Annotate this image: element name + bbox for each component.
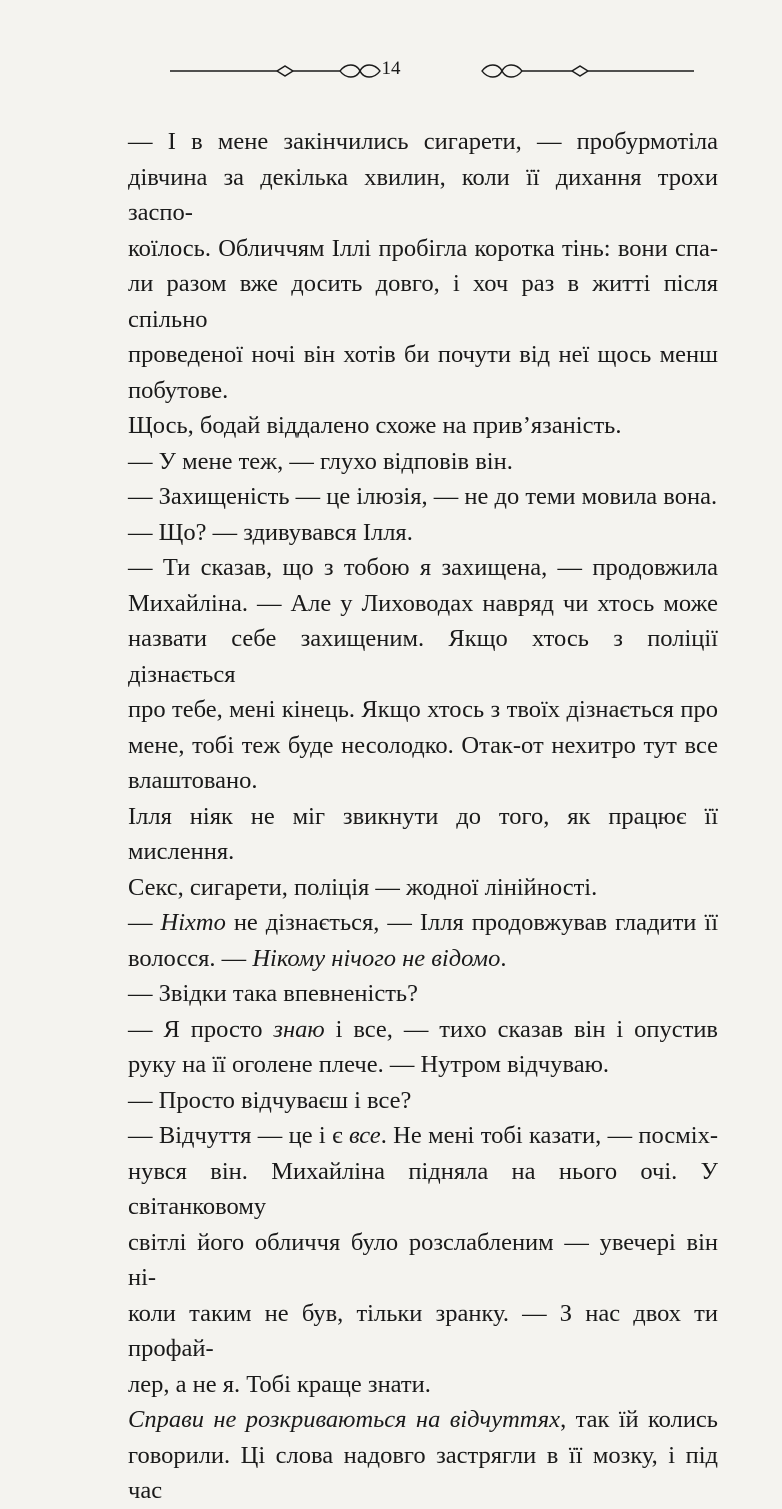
text-line: лер, а не я. Тобі краще знати.: [128, 1370, 431, 1398]
text-line: нувся він. Михайліна підняла на нього очі. У світанковому: [128, 1157, 718, 1220]
text-line: руку на її оголене плече. — Нутром відчуваю.: [128, 1051, 610, 1078]
text-span: волосся. —: [128, 944, 253, 972]
text-line: говорили. Ці слова надовго застрягли в її мозку, і під час: [128, 1441, 718, 1504]
text-line: Ілля ніяк не міг звикнути до того, як працює її мислення.: [128, 802, 718, 865]
text-span: — Я просто: [128, 1015, 274, 1043]
italic-span: Ніхто: [160, 909, 226, 936]
italic-span: Справи не розкриваються на відчуттях: [128, 1406, 561, 1433]
text-line: [128, 1012, 718, 1048]
italic-span: знаю: [273, 1015, 325, 1043]
text-span: — Відчуття — це і є: [128, 1122, 349, 1149]
italic-span: Нікому нічого не відомо: [252, 944, 501, 972]
text-span: і все, — тихо сказав він і опустив: [324, 1015, 718, 1043]
text-line: [128, 941, 718, 977]
text-line: — І в мене закінчились сигарети, — пробурмотіла: [128, 128, 718, 155]
text-line: [128, 1118, 718, 1154]
text-line: світлі його обличчя було розслабленим — увечері він ні-: [128, 1228, 718, 1291]
text-line: побутове.: [128, 376, 229, 404]
italic-span: все: [348, 1122, 381, 1149]
text-line: назвати себе захищеним. Якщо хтось з поліції дізнається: [128, 625, 718, 688]
text-line: — Звідки така впевненість?: [128, 980, 418, 1007]
text-span: . Не мені тобі казати, — посміх-: [380, 1122, 718, 1149]
body-text: [128, 124, 718, 1509]
text-span: .: [500, 944, 507, 972]
text-line: Михайліна. — Але у Лиховодах навряд чи хтось може: [128, 589, 718, 617]
text-line: — Ти сказав, що з тобою я захищена, — продовжила: [128, 554, 718, 581]
text-span: не дізнається, — Ілля продовжував гладити її: [225, 909, 719, 936]
text-line: про тебе, мені кінець. Якщо хтось з твоїх дізнається про: [128, 696, 718, 723]
text-line: — Захищеність — це ілюзія, — не до теми мовила вона.: [128, 483, 718, 510]
text-line: ли разом вже досить довго, і хоч раз в житті після спільно: [128, 270, 718, 333]
text-line: — Що? — здивувався Ілля.: [128, 518, 413, 546]
text-line: дівчина за декілька хвилин, коли її дихання трохи заспо-: [128, 163, 718, 226]
text-span: —: [128, 909, 161, 936]
text-line: коли таким не був, тільки зранку. — З нас двох ти профай-: [128, 1299, 718, 1362]
text-line: мене, тобі теж буде несолодко. Отак-от нехитро тут все: [128, 731, 718, 759]
text-line: — У мене теж, — глухо відповів він.: [128, 447, 513, 475]
text-line: [128, 1402, 718, 1438]
page-number: 14: [381, 58, 401, 79]
text-line: коїлось. Обличчям Іллі пробігла коротка тінь: вони спа-: [128, 234, 718, 262]
text-line: влаштовано.: [128, 767, 258, 794]
text-line: Секс, сигарети, поліція — жодної лінійності.: [128, 873, 598, 901]
text-line: проведеної ночі він хотів би почути від неї щось менш: [128, 341, 718, 368]
text-line: — Просто відчуваєш і все?: [128, 1086, 412, 1114]
text-line: [128, 905, 718, 941]
text-line: Щось, бодай віддалено схоже на прив’язаність.: [128, 412, 622, 439]
text-span: , так їй колись: [560, 1406, 718, 1433]
